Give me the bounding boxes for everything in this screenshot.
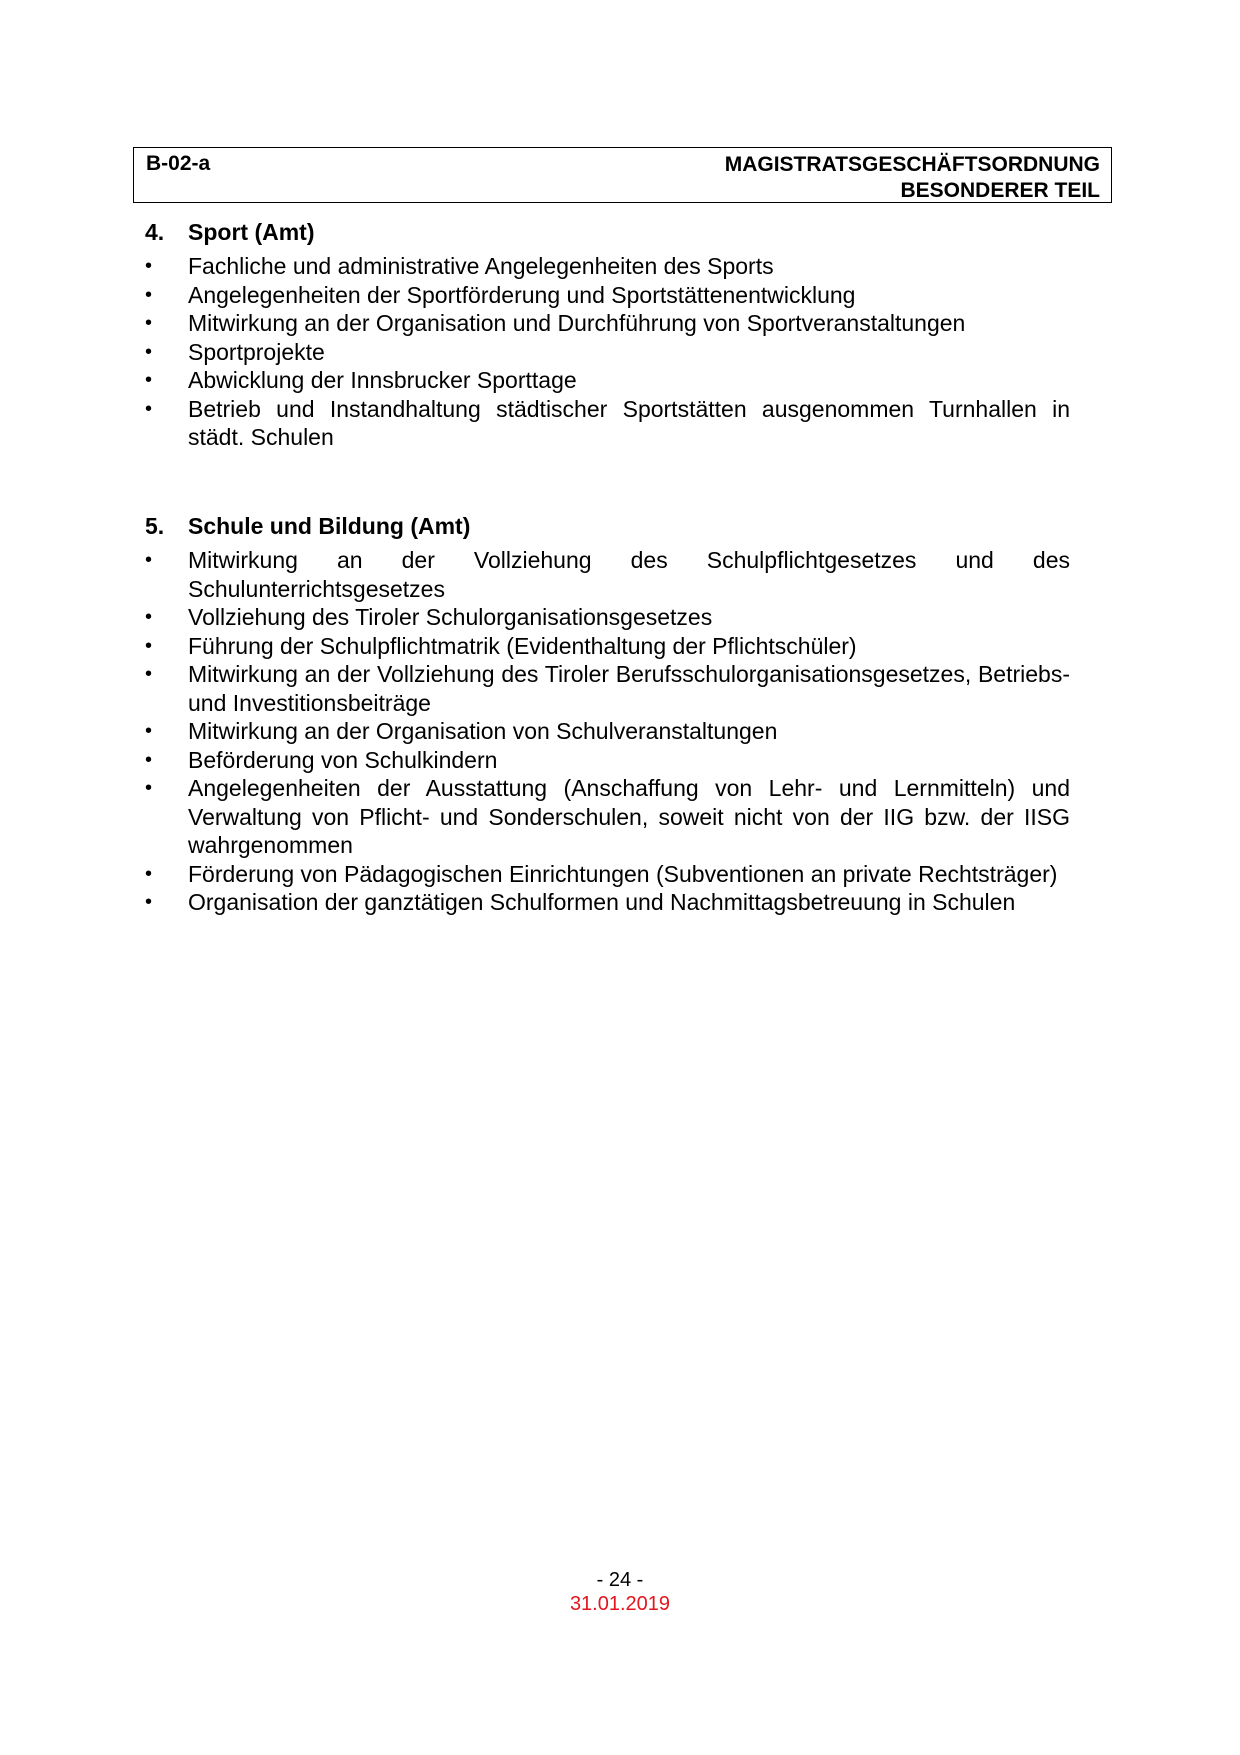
section-title: Schule und Bildung (Amt) bbox=[188, 513, 471, 539]
list-item: • Mitwirkung an der Organisation und Durchführung von Sportveranstaltungen bbox=[145, 310, 966, 336]
bullet-icon: • bbox=[145, 634, 153, 657]
bullet-icon: • bbox=[145, 720, 153, 742]
document-header bbox=[133, 147, 1112, 203]
section-number: 5. bbox=[145, 513, 165, 539]
list-item: • Sportprojekte bbox=[145, 338, 325, 365]
bullet-icon: • bbox=[145, 777, 153, 799]
list-item: • Mitwirkung an der Vollziehung des Tiroler Berufsschulorganisationsgesetzes, Betriebs- und Investitionsbeiträge bbox=[145, 661, 1070, 716]
list-item: • Fachliche und administrative Angelegenheiten des Sports bbox=[145, 253, 774, 279]
bullet-icon: • bbox=[145, 663, 153, 685]
document-code: B-02-a bbox=[146, 152, 211, 175]
list-item: • Führung der Schulpflichtmatrik (Evidenthaltung der Pflichtschüler) bbox=[145, 632, 857, 659]
bullet-icon: • bbox=[145, 862, 153, 885]
document-title-line1: MAGISTRATSGESCHÄFTSORDNUNG bbox=[724, 153, 1100, 176]
list-item: • Betrieb und Instandhaltung städtischer Sportstätten ausgenommen Turnhallen in städt. Schulen bbox=[145, 395, 1070, 450]
section-sport bbox=[145, 218, 1070, 452]
bullet-icon: • bbox=[145, 748, 153, 771]
section-item-list bbox=[145, 252, 1070, 452]
section-schule-bildung bbox=[145, 512, 1070, 917]
list-item: • Organisation der ganztätigen Schulformen und Nachmittagsbetreuung in Schulen bbox=[145, 889, 1016, 915]
list-item: • Angelegenheiten der Sportförderung und Sportstättenentwicklung bbox=[145, 281, 856, 308]
bullet-icon: • bbox=[145, 549, 153, 571]
bullet-icon: • bbox=[145, 340, 153, 363]
document-date: 31.01.2019 bbox=[569, 1593, 671, 1615]
bullet-icon: • bbox=[145, 369, 153, 391]
list-item: • Mitwirkung an der Organisation von Schulveranstaltungen bbox=[145, 718, 778, 744]
bullet-icon: • bbox=[145, 397, 153, 420]
list-item: • Mitwirkung an der Vollziehung des Schulpflichtgesetzes und des Schulunterrichtsgesetzes bbox=[145, 547, 1070, 602]
list-item: • Abwicklung der Innsbrucker Sporttage bbox=[145, 367, 577, 393]
section-number: 4. bbox=[145, 219, 165, 245]
document-title-line2: BESONDERER TEIL bbox=[900, 179, 1100, 202]
bullet-icon: • bbox=[145, 606, 153, 628]
section-title: Sport (Amt) bbox=[188, 219, 315, 245]
section-heading bbox=[145, 218, 1070, 252]
document-title bbox=[725, 152, 1100, 204]
bullet-icon: • bbox=[145, 312, 153, 334]
section-item-list bbox=[145, 546, 1070, 917]
list-item: • Beförderung von Schulkindern bbox=[145, 746, 498, 773]
list-item: • Vollziehung des Tiroler Schulorganisationsgesetzes bbox=[145, 604, 713, 630]
list-item: • Angelegenheiten der Ausstattung (Anschaffung von Lehr- und Lernmitteln) und Verwaltung von Pflicht- und Sonderschulen, soweit nicht von der IIG bzw. der IISG wahrgenommen bbox=[145, 775, 1070, 858]
section-heading bbox=[145, 512, 1070, 546]
bullet-icon: • bbox=[145, 255, 153, 277]
bullet-icon: • bbox=[145, 891, 153, 913]
bullet-icon: • bbox=[145, 283, 153, 306]
list-item: • Förderung von Pädagogischen Einrichtungen (Subventionen an private Rechtsträger) bbox=[145, 860, 1058, 887]
page-number: - 24 - bbox=[596, 1569, 644, 1591]
